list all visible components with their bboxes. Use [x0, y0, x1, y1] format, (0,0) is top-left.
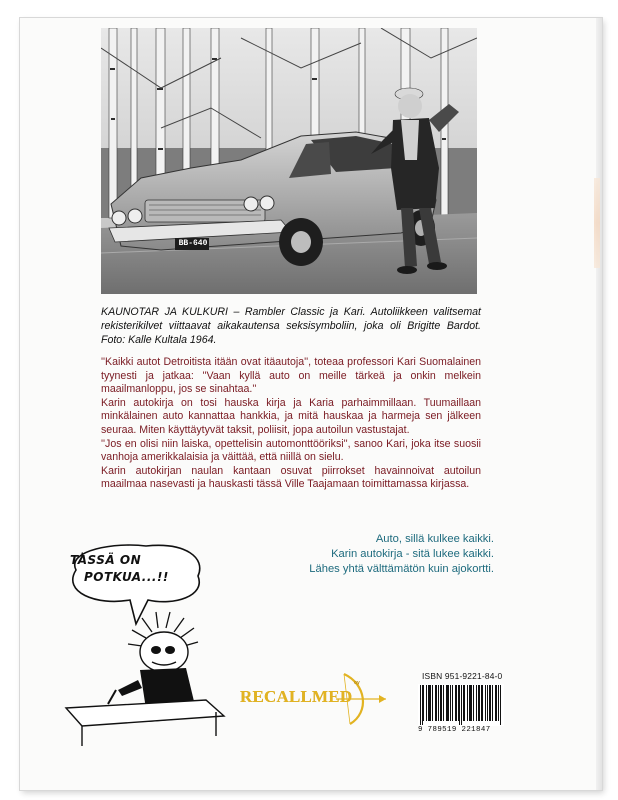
photo-caption: KAUNOTAR JA KULKURI – Rambler Classic ja Kari. Autoliikkeen valitsemat rekisterikilvet viittaavat aikakautensa seksisymboliin, joka oli Brigitte Bardot. Foto: Kalle Kultala 1964. — [101, 306, 481, 346]
barcode-digits: 9 789519 221847 — [418, 726, 491, 734]
slogan-line: Karin autokirja - sitä lukee kaikki. — [331, 548, 494, 560]
isbn-text: ISBN 951-9221-84-0 — [422, 671, 503, 681]
bubble-line: POTKUA...!! — [84, 570, 169, 584]
license-plate-text: BB-640 — [178, 239, 208, 248]
bubble-line: TÄSSÄ ON — [70, 553, 142, 567]
blurb-paragraph: ''Jos en olisi niin laiska, opettelisin automonttööriksi'', sanoo Kari, joka itse suosii vanhoja amerikkalaisia ja väittää, että niillä on sielu. — [101, 437, 481, 464]
slogan-line: Lähes yhtä välttämätön kuin ajokortti. — [309, 563, 494, 575]
blurb-paragraph: ''Kaikki autot Detroitista itään ovat itäautoja'', toteaa professori Kari Suomalainen tyynesti ja jatkaa: ''Vaan kyllä auto on meille tärkeä ja onkin melkein maailmanloppu, jos se sinahtaa.'' — [101, 356, 481, 396]
publisher-logo-text: RECALLMED — [240, 687, 353, 706]
barcode — [418, 684, 504, 726]
speech-bubble-text — [70, 552, 190, 586]
spine-tint — [594, 178, 600, 268]
slogan-line: Auto, sillä kulkee kaikki. — [375, 533, 494, 545]
slogan — [234, 532, 494, 577]
publisher-suffix: oy — [354, 680, 360, 686]
blurb-paragraph: Karin autokirja on tosi hauska kirja ja Karia parhaimmillaan. Tuumaillaan minkälainen auto kannattaa hankkia, ja mitä hauskaa ja harmeja sen jälkeen seuraa. Miten käyttäytyvät taksit, poliisit, jopa autoilun vastustajat. — [101, 396, 481, 436]
photo-illustration — [101, 28, 477, 294]
blurb-text — [101, 356, 481, 492]
cover-photo — [101, 28, 477, 294]
blurb-paragraph: Karin autokirjan naulan kantaan osuvat piirrokset havainnoivat autoilun maailmaa nasevasti ja hauskasti tässä Ville Taajamaan toimittamassa kirjassa. — [101, 464, 481, 491]
cover-edge — [596, 18, 602, 790]
